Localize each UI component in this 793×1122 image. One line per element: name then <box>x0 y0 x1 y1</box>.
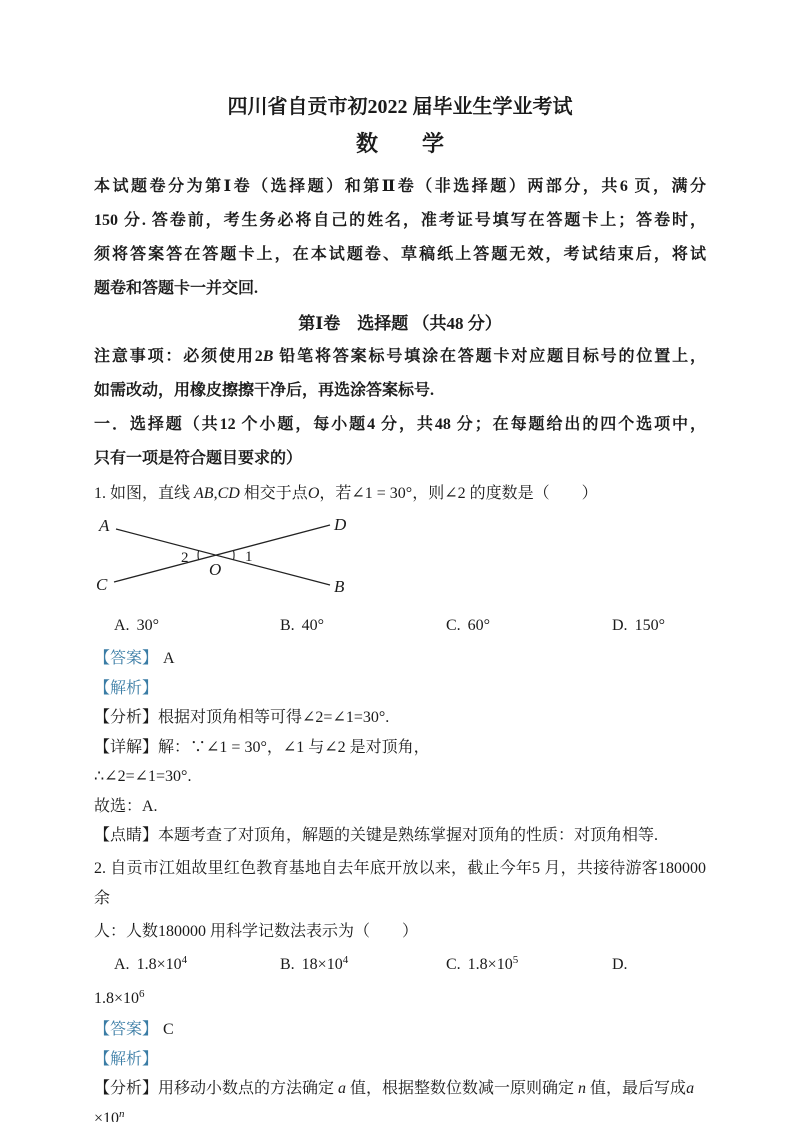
question-1-text: 1. 如图，直线 AB,CD 相交于点O，若∠1 = 30°，则∠2 的度数是（ ） <box>94 485 598 502</box>
q1-conclusion-line: 故选：A. <box>94 797 158 815</box>
question-2-text-line-1: 2. 自贡市江姐故里红色教育基地自去年底开放以来，截止今年5 月，共接待游客180000 余 <box>94 859 706 907</box>
exam-instructions <box>94 170 706 306</box>
option-label: C. <box>446 617 461 634</box>
answer-tag: 【答案】 <box>94 650 159 667</box>
exam-title: 四川省自贡市初2022 届毕业生学业考试 <box>227 96 573 118</box>
q1-therefore-line: ∴∠2=∠1=30°. <box>94 768 192 785</box>
instructions-line-3: 须将答案答在答题卡上，在本试题卷、草稿纸上答题无效，考试结束后，将试 <box>94 246 706 263</box>
option-value: 150° <box>634 617 665 634</box>
instructions-line-4: 题卷和答题卡一并交回. <box>94 280 259 297</box>
option-label: A. <box>114 955 130 973</box>
xiangjie-text: 解：∵∠1 = 30°，∠1 与∠2 是对顶角， <box>158 738 430 756</box>
option-value: $18\times 10^4$ <box>301 953 349 973</box>
fenxi-tag: 【分析】 <box>94 1080 159 1097</box>
q2-option-d-value: $1.8\times 10^6$ <box>94 987 145 1007</box>
notice-block <box>94 340 706 408</box>
q1-option-d <box>612 612 665 640</box>
figure-line-cd <box>114 525 330 582</box>
figure-angle-1-arc <box>234 551 235 560</box>
q2-option-b <box>280 951 446 980</box>
dianjing-tag: 【点睛】 <box>94 827 159 844</box>
q1-fenxi-line <box>94 703 706 733</box>
option-value: $1.8\times 10^4$ <box>136 953 188 973</box>
instructions-line-1: 本试题卷分为第Ⅰ卷（选择题）和第Ⅱ卷（非选择题）两部分，共6 页，满分 <box>94 178 706 195</box>
q2-jiexi-line <box>94 1045 706 1075</box>
choice-intro-line-2: 只有一项是符合题目要求的） <box>94 450 303 467</box>
figure-label-o: O <box>209 560 222 579</box>
q1-jiexi-line <box>94 674 706 704</box>
q1-dianjing-line <box>94 821 706 851</box>
exam-subject: 数 学 <box>355 131 444 156</box>
q1-answer-line <box>94 644 706 674</box>
q1-geometry-figure <box>94 513 364 608</box>
figure-angle-1-label: 1 <box>245 549 253 565</box>
choice-intro-line-1: 一．选择题（共12 个小题，每小题4 分，共48 分；在每题给出的四个选项中， <box>94 416 706 433</box>
option-label: A. <box>114 617 130 634</box>
figure-label-b: B <box>334 577 345 596</box>
q1-xiangjie-line <box>94 733 706 763</box>
q2-option-a <box>114 951 280 980</box>
xiangjie-tag: 【详解】 <box>94 738 159 756</box>
q2-option-c <box>446 951 612 980</box>
q1-option-a <box>114 612 280 640</box>
figure-angle-2-arc <box>198 551 199 560</box>
section-1-header: 第Ⅰ卷 选择题 （共48 分） <box>298 314 502 333</box>
figure-label-c: C <box>96 575 108 594</box>
jiexi-tag: 【解析】 <box>94 679 159 697</box>
q1-option-b <box>280 612 446 640</box>
choice-section-intro <box>94 408 706 476</box>
q2-option-d <box>612 951 635 979</box>
option-label: B. <box>280 955 295 973</box>
option-label: D. <box>612 617 628 634</box>
question-2 <box>94 854 706 1122</box>
fenxi-tag: 【分析】 <box>94 709 159 726</box>
q2-answer-line <box>94 1015 706 1045</box>
option-value: 40° <box>301 617 325 634</box>
fenxi-text: 根据对顶角相等可得∠2=∠1=30°. <box>158 709 390 726</box>
option-label: B. <box>280 617 295 634</box>
dianjing-text: 本题考查了对顶角，解题的关键是熟练掌握对顶角的性质：对顶角相等. <box>158 827 659 844</box>
instructions-line-2: 150 分. 答卷前，考生务必将自己的姓名，准考证号填写在答题卡上；答卷时， <box>94 212 706 229</box>
jiexi-tag: 【解析】 <box>94 1050 159 1068</box>
answer-value: A <box>163 650 175 667</box>
q2-options <box>94 951 706 980</box>
answer-value: C <box>163 1021 174 1038</box>
option-value: 60° <box>467 617 491 634</box>
q2-fenxi-line <box>94 1074 706 1122</box>
figure-line-ab <box>116 529 330 585</box>
option-value: 30° <box>136 617 159 634</box>
figure-angle-2-label: 2 <box>181 550 189 566</box>
q1-option-c <box>446 612 612 640</box>
notice-line-2: 如需改动，用橡皮擦擦干净后，再选涂答案标号. <box>94 382 435 399</box>
option-label: C. <box>446 955 461 973</box>
answer-tag: 【答案】 <box>94 1021 159 1038</box>
figure-label-d: D <box>334 515 347 534</box>
question-1 <box>94 479 706 851</box>
figure-label-a: A <box>99 516 110 535</box>
notice-line-1: 注意事项：必须使用2B 铅笔将答案标号填涂在答题卡对应题目标号的位置上， <box>94 348 706 365</box>
q1-options <box>94 612 706 640</box>
fenxi-text: 用移动小数点的方法确定 a 值，根据整数位数减一原则确定 n 值，最后写成$a \times 10^n$ <box>94 1080 695 1122</box>
option-value: $1.8\times 10^5$ <box>467 953 519 973</box>
option-label: D. <box>612 955 628 973</box>
question-2-text-line-2: 人：人数180000 用科学记数法表示为（ ） <box>94 922 419 940</box>
